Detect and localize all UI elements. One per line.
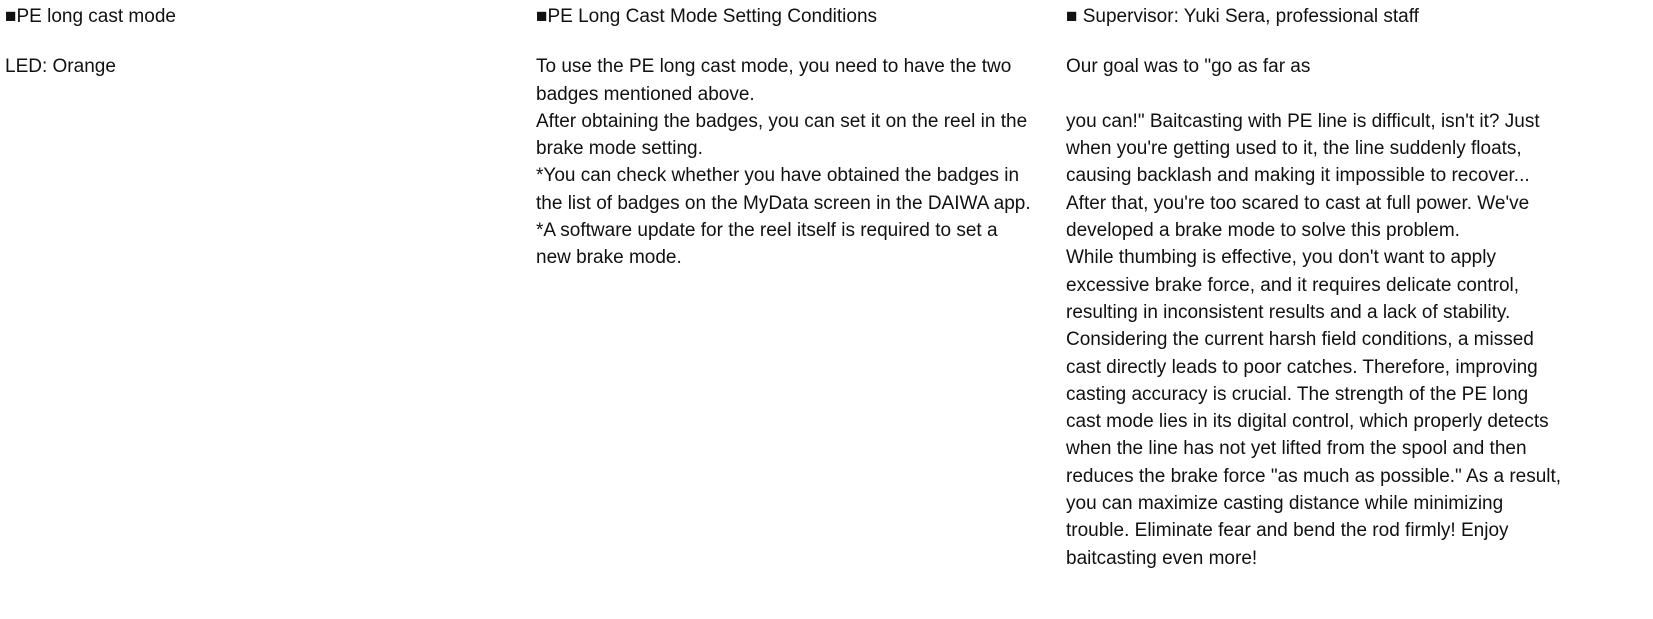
supervisor-intro-text: Our goal was to "go as far as bbox=[1066, 56, 1311, 78]
section-heading: ■PE Long Cast Mode Setting Conditions bbox=[536, 6, 878, 27]
software-update-note: *A software update for the reel itself is required to set a new brake mode. bbox=[536, 220, 998, 269]
brake-mode-setting-text: After obtaining the badges, you can set it on the reel in the brake mode setting. bbox=[536, 110, 1028, 160]
section-heading: ■PE long cast mode bbox=[5, 6, 176, 27]
setting-conditions-section bbox=[536, 3, 1036, 272]
mydata-badge-check-note: *You can check whether you have obtained the badges in the list of badges on the MyData screen in the DAIWA app. bbox=[536, 165, 1031, 214]
supervisor-comment-paragraph: While thumbing is effective, you don't want to apply excessive brake force, and it requires delicate control, resulting in inconsistent results and a lack of stability. Considering the current harsh field conditions, a missed cast directly leads to poor catches. Therefore, improving casting accuracy is crucial. The strength of the PE long cast mode lies in its digital control, which properly detects when the line has not yet lifted from the spool and then reduces the brake force "as much as possible." As a result, you can maximize casting distance while minimizing trouble. Eliminate fear and bend the rod firmly! Enjoy baitcasting even more! bbox=[1066, 247, 1562, 569]
supervisor-comment-section bbox=[1066, 3, 1566, 572]
paragraph-gap bbox=[1066, 81, 1566, 108]
badges-requirement-text: To use the PE long cast mode, you need to have the two badges mentioned above. bbox=[536, 56, 1012, 105]
led-color-text: LED: Orange bbox=[5, 56, 116, 78]
pe-long-cast-mode-section bbox=[5, 3, 505, 81]
supervisor-comment-paragraph: you can!" Baitcasting with PE line is difficult, isn't it? Just when you're getting used to it, the line suddenly floats, causing backlash and making it impossible to recover... After that, you're too scared to cast at full power. We've developed a brake mode to solve this problem. bbox=[1066, 110, 1540, 242]
section-heading: ■ Supervisor: Yuki Sera, professional staff bbox=[1066, 6, 1419, 27]
